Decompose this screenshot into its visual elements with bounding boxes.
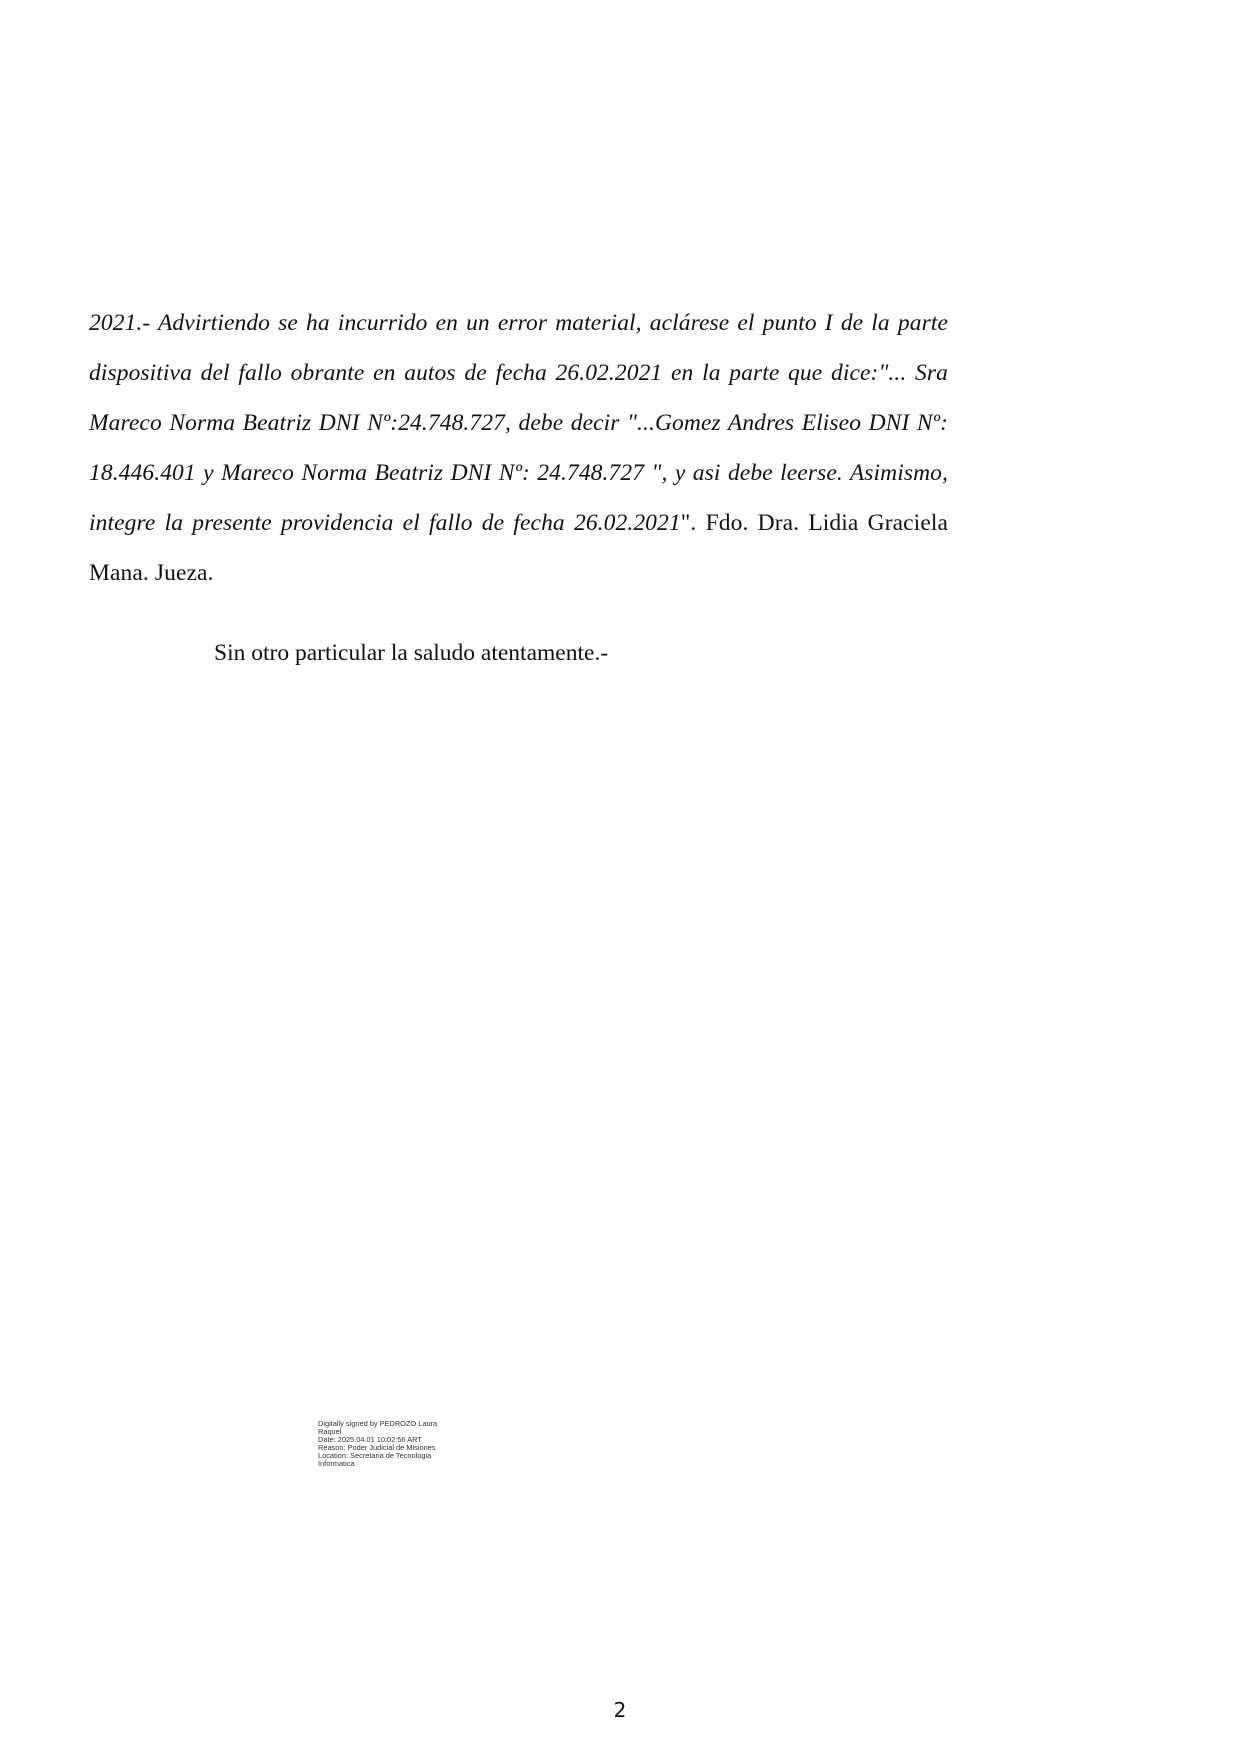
digital-signature-block (318, 1420, 468, 1468)
signature-line: Raquel (318, 1427, 342, 1436)
page-number: 2 (613, 1698, 627, 1722)
signature-date: Date: 2025.04.01 10:02:56 ART (318, 1435, 422, 1444)
signature-line: Digitally signed by PEDROZO Laura (318, 1419, 438, 1428)
body-regular-text: ". Fdo. Dra. Lidia Graciela Mana. Jueza. (89, 510, 949, 586)
body-paragraph (89, 298, 948, 598)
signature-line: Informatica (318, 1459, 355, 1468)
body-italic-text: 2021.- Advirtiendo se ha incurrido en un error material, aclárese el punto I de la parte dispositiva del fallo obrante en autos de fecha 26.02.2021 en la parte que dice:"... Sra Mareco Norma Beatriz DNI Nº:24.748.727, debe decir "...Gomez Andres Eliseo DNI Nº: 18.446.401 y Mareco Norma Beatriz DNI Nº: 24.748.727 ", y asi debe leerse. Asimismo, integre la presente providencia el fallo de fecha 26.02.2021 (89, 310, 948, 536)
signature-reason: Reason: Poder Judicial de Misiones (318, 1443, 436, 1452)
signature-location: Location: Secretaria de Tecnologia (318, 1451, 432, 1460)
closing-line: Sin otro particular la saludo atentamente.- (214, 640, 609, 666)
